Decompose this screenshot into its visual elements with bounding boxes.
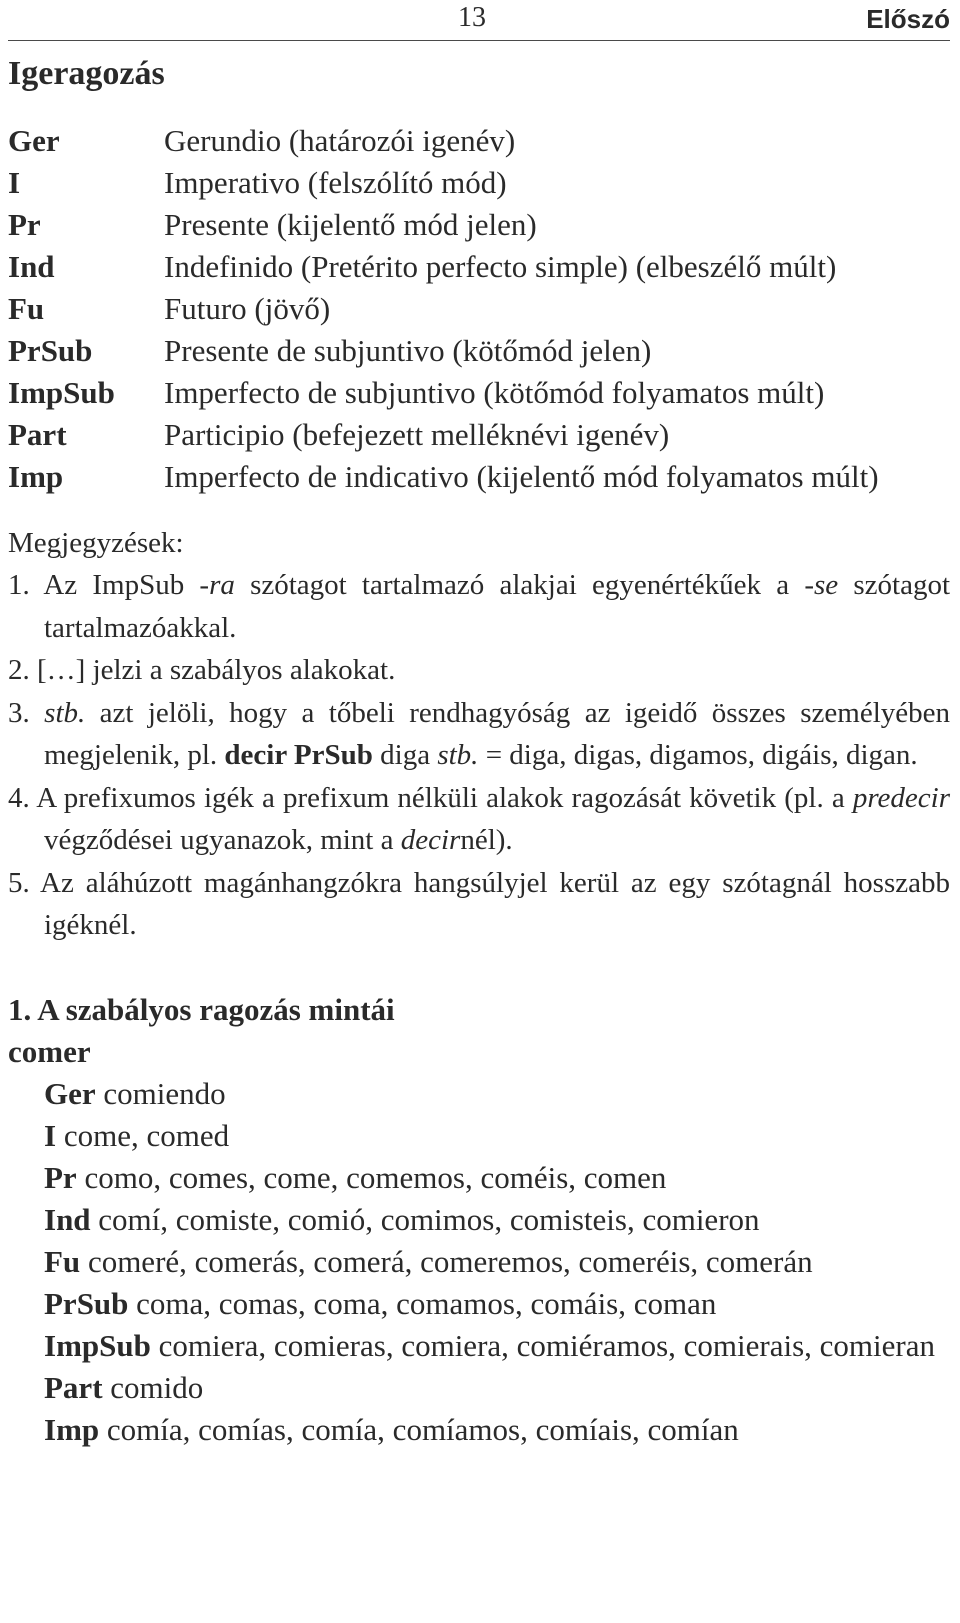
- note-text: 1. Az ImpSub -: [8, 569, 210, 601]
- note-text: azt jelöli, hogy a tőbeli rendhagyóság az igeidő összes személyében megjelenik, pl.: [44, 696, 950, 771]
- conjugation-forms: comiera, comieras, comiera, comiéramos, comierais, comieran: [158, 1327, 935, 1363]
- abbreviation-list: [8, 120, 950, 498]
- conjugation-row: [8, 1283, 950, 1325]
- note-italic-text: predecir: [852, 781, 950, 814]
- note-3: [8, 692, 950, 777]
- note-text: nél).: [460, 824, 513, 856]
- conjugation-key: ImpSub: [44, 1327, 151, 1363]
- abbreviation-value: Imperfecto de indicativo (kijelentő mód folyamatos múlt): [164, 459, 879, 494]
- conjugation-key: I: [44, 1117, 57, 1153]
- conjugation-forms: comí, comiste, comió, comimos, comisteis, comieron: [98, 1201, 760, 1237]
- conjugation-forms: comía, comías, comía, comíamos, comíais, comían: [106, 1411, 739, 1447]
- abbreviation-row: [8, 204, 950, 246]
- conjugation-key: Pr: [44, 1159, 77, 1195]
- conjugation-row: [8, 1241, 950, 1283]
- abbreviation-key: PrSub: [8, 333, 93, 368]
- conjugation-forms: comeré, comerás, comerá, comeremos, comeréis, comerán: [87, 1243, 813, 1279]
- abbreviation-value: Presente (kijelentő mód jelen): [164, 207, 537, 242]
- page-number: 13: [458, 2, 486, 33]
- abbreviation-key: I: [8, 165, 21, 200]
- note-1: [8, 564, 950, 649]
- abbreviation-row: [8, 456, 950, 498]
- abbreviation-row: [8, 120, 950, 162]
- abbreviation-key: Ind: [8, 249, 55, 284]
- conjugation-key: Part: [44, 1369, 103, 1405]
- subsection-title: 1. A szabályos ragozás mintái: [8, 991, 395, 1027]
- section-title: Igeragozás: [8, 55, 165, 92]
- verb-name: comer: [8, 1033, 91, 1069]
- note-bold-text: decir PrSub: [224, 739, 373, 771]
- abbreviation-row: [8, 288, 950, 330]
- page-header: [8, 0, 950, 41]
- running-head: Előszó: [866, 4, 950, 34]
- conjugation-row: [8, 1199, 950, 1241]
- conjugation-row: [8, 1367, 950, 1409]
- abbreviation-key: Ger: [8, 123, 60, 158]
- conjugation-forms: comido: [110, 1369, 204, 1405]
- conjugation-row: [8, 1157, 950, 1199]
- page-content: [8, 48, 950, 1451]
- abbreviation-value: Indefinido (Pretérito perfecto simple) (elbeszélő múlt): [164, 249, 837, 284]
- conjugation-row: [8, 1409, 950, 1451]
- abbreviation-key: Pr: [8, 207, 41, 242]
- abbreviation-key: ImpSub: [8, 375, 115, 410]
- conjugation-row: [8, 1325, 950, 1367]
- note-text: szótagot tartalmazóakkal.: [44, 569, 950, 644]
- note-2: 2. […] jelzi a szabályos alakokat.: [8, 654, 396, 686]
- abbreviation-value: Imperfecto de subjuntivo (kötőmód folyamatos múlt): [164, 375, 825, 410]
- conjugation-key: Imp: [44, 1411, 100, 1447]
- note-text: 3.: [8, 696, 45, 729]
- abbreviation-value: Gerundio (határozói igenév): [164, 123, 516, 158]
- note-text: diga: [372, 739, 438, 771]
- conjugation-key: Ger: [44, 1075, 96, 1111]
- note-5: 5. Az aláhúzott magánhangzókra hangsúlyjel kerül az egy szótagnál hosszabb igéknél.: [8, 866, 950, 941]
- note-italic-text: ra: [209, 569, 235, 601]
- abbreviation-key: Fu: [8, 291, 45, 326]
- note-text: szótagot tartalmazó alakjai egyenértékűek a -: [234, 569, 814, 601]
- abbreviation-row: [8, 246, 950, 288]
- abbreviation-value: Futuro (jövő): [164, 291, 331, 326]
- note-italic-text: stb.: [437, 739, 479, 771]
- conjugation-forms: come, comed: [63, 1117, 230, 1153]
- conjugation-key: PrSub: [44, 1285, 129, 1321]
- abbreviation-key: Imp: [8, 459, 64, 494]
- note-text: 4. A prefixumos igék a prefixum nélküli alakok ragozását követik (pl. a: [8, 781, 853, 814]
- notes-heading: Megjegyzések:: [8, 527, 184, 559]
- abbreviation-value: Presente de subjuntivo (kötőmód jelen): [164, 333, 652, 368]
- abbreviation-key: Part: [8, 417, 67, 452]
- conjugation-row: [8, 1115, 950, 1157]
- abbreviation-row: [8, 162, 950, 204]
- note-italic-text: decir: [400, 824, 461, 856]
- abbreviation-row: [8, 372, 950, 414]
- abbreviation-value: Imperativo (felszólító mód): [164, 165, 507, 200]
- abbreviation-value: Participio (befejezett melléknévi igenév): [164, 417, 670, 452]
- note-4: [8, 777, 950, 862]
- conjugation-row: [8, 1073, 950, 1115]
- conjugation-key: Ind: [44, 1201, 91, 1237]
- note-italic-text: se: [813, 569, 839, 601]
- conjugation-key: Fu: [44, 1243, 81, 1279]
- note-text: végződései ugyanazok, mint a: [44, 824, 401, 856]
- abbreviation-row: [8, 414, 950, 456]
- conjugation-forms: como, comes, come, comemos, coméis, comen: [84, 1159, 667, 1195]
- abbreviation-row: [8, 330, 950, 372]
- conjugation-forms: coma, comas, coma, comamos, comáis, coman: [136, 1285, 717, 1321]
- note-italic-text: stb.: [44, 696, 86, 729]
- conjugation-forms: comiendo: [103, 1075, 226, 1111]
- note-text: = diga, digas, digamos, digáis, digan.: [478, 739, 918, 771]
